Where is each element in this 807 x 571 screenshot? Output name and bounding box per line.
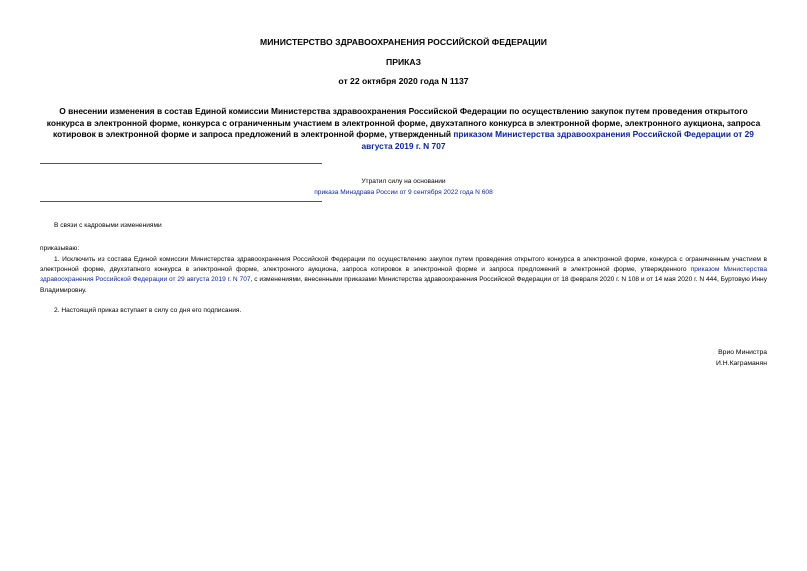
item-1-link[interactable]: приказом Министерства здравоохранения Российской Федерации от 29 августа 2019 г. N 707 xyxy=(40,266,767,284)
divider-top xyxy=(40,163,322,164)
heading-text: О внесении изменения в состав Единой комиссии Министерства здравоохранения Российской Федерации по осуществлению закупок путем проведения открытого конкурса в электронной форме, конкурса с ограниченным участием в электронной форме, двухэтапного конкурса в электронной форме, электронного аукциона, запроса котировок в электронной форме и запроса предложений в электронной форме, утвержденный xyxy=(46,106,761,140)
document-type: ПРИКАЗ xyxy=(386,57,421,67)
item-1-tail: , с изменениями, внесенными приказами Министерства здравоохранения Российской Федерации от 18 февраля 2020 г. N 108 и от 14 мая 2020 г. N 444, Буртовую Инну Владимировну. xyxy=(40,276,767,294)
item-1-paragraph xyxy=(40,255,767,296)
lost-force-text: Утратил силу на основании xyxy=(361,178,446,185)
divider-bottom xyxy=(40,201,322,202)
status-note xyxy=(0,176,807,198)
signature-block xyxy=(716,348,767,369)
reason-paragraph: В связи с кадровыми изменениями xyxy=(54,222,162,229)
heading-link[interactable]: приказом Министерства здравоохранения Российской Федерации от 29 августа 2019 г. N 707 xyxy=(361,129,754,151)
item-1-text: 1. Исключить из состава Единой комиссии Министерства здравоохранения Российской Федерации по осуществлению закупок путем проведения открытого конкурса в электронной форме, конкурса с ограниченным участием в электронной форме, двухэтапного конкурса в электронной форме, электронного аукциона, запроса котировок в электронной форме и запроса предложений в электронной форме, утвержденного xyxy=(40,256,767,274)
ministry-name: МИНИСТЕРСТВО ЗДРАВООХРАНЕНИЯ РОССИЙСКОЙ ФЕДЕРАЦИИ xyxy=(260,37,547,47)
signer-name: И.Н.Каграманян xyxy=(716,359,767,367)
orders-paragraph: приказываю: xyxy=(40,245,80,252)
signer-position: Врио Министра xyxy=(718,349,767,356)
item-2-paragraph: 2. Настоящий приказ вступает в силу со дня его подписания. xyxy=(54,307,242,314)
document-date: от 22 октября 2020 года N 1137 xyxy=(338,76,469,86)
document-heading xyxy=(40,106,767,152)
lost-force-link[interactable]: приказа Минздрава России от 9 сентября 2022 года N 608 xyxy=(314,189,493,196)
